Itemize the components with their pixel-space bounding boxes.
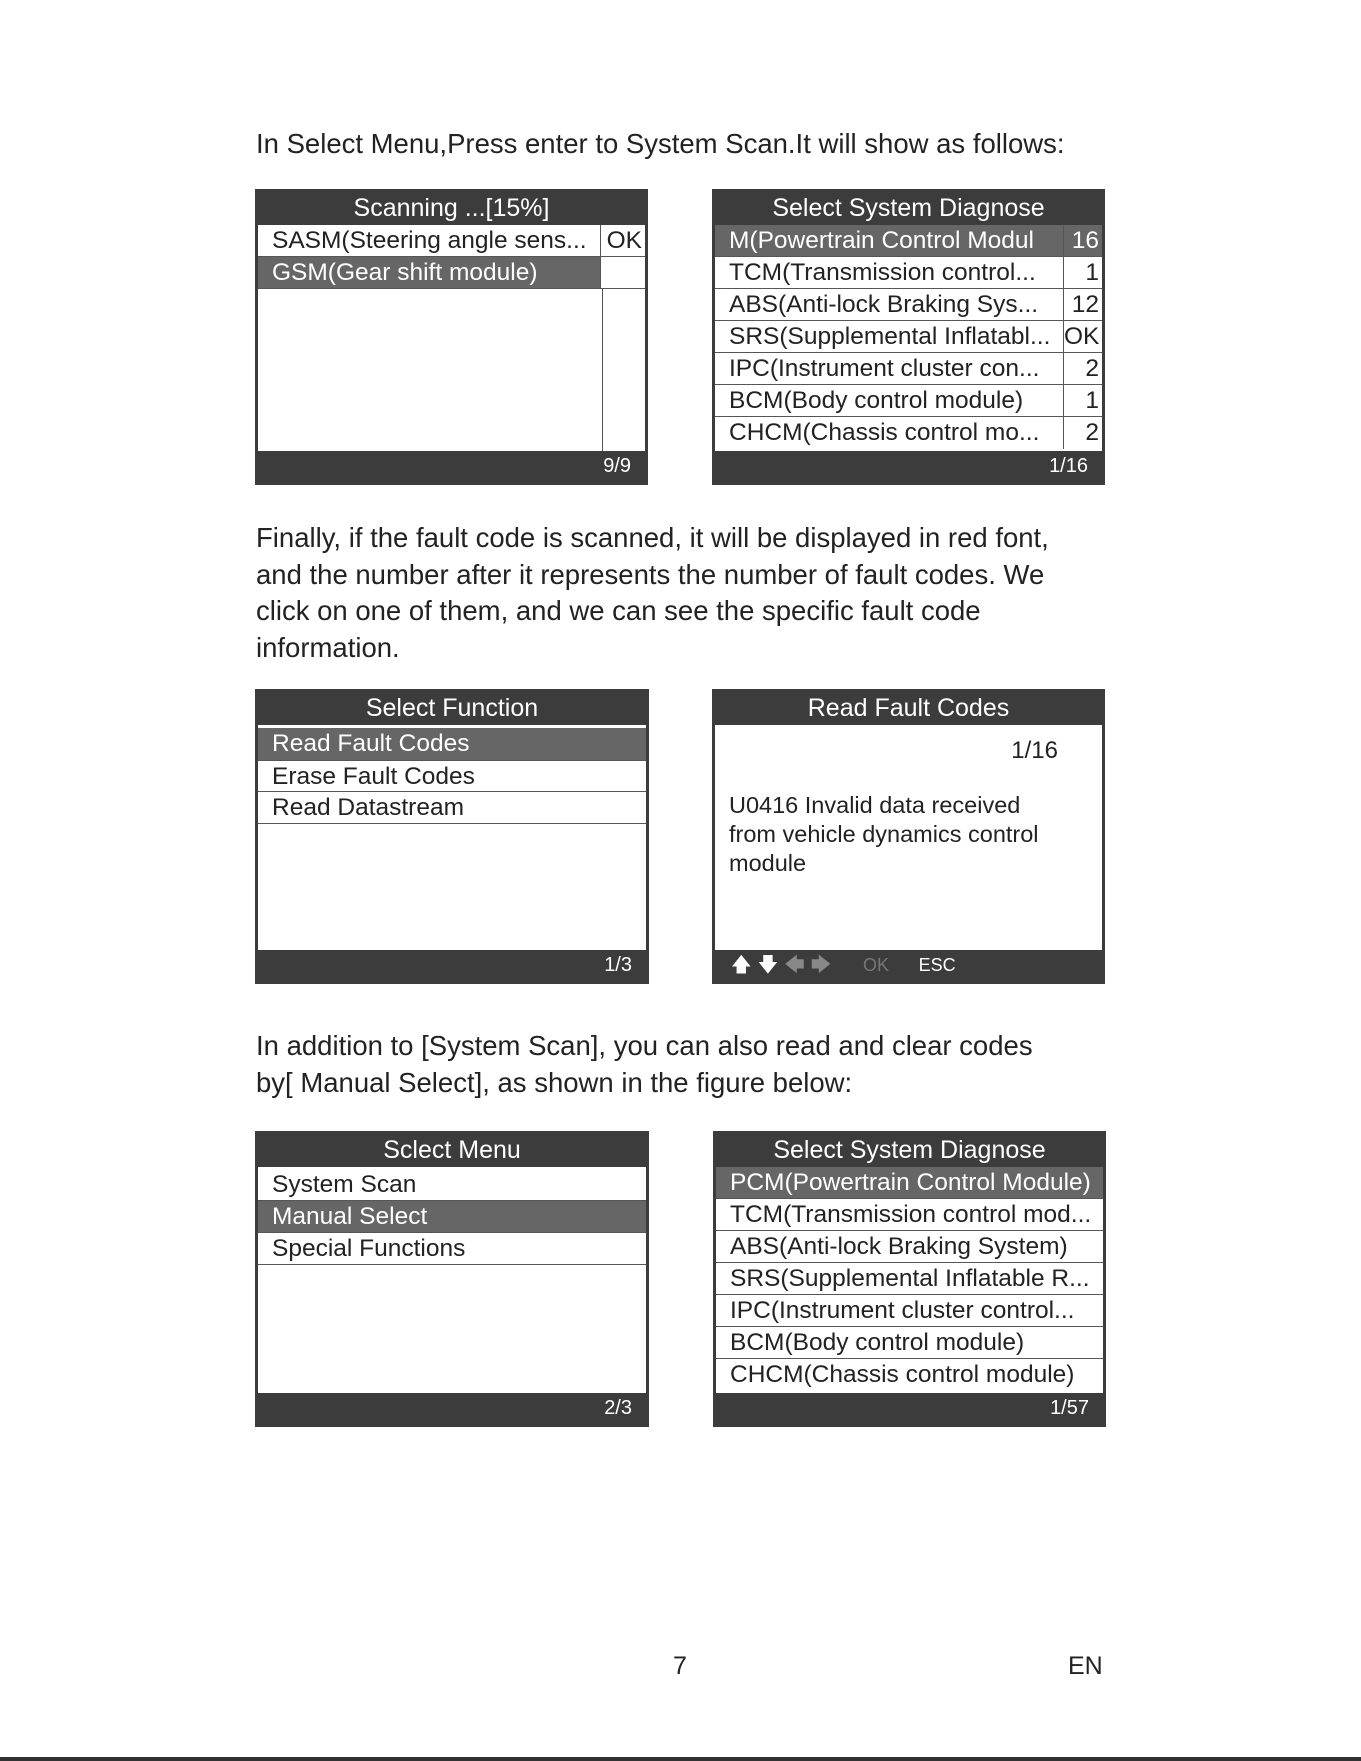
list-item[interactable] [258,225,645,257]
menu-item-label: Manual Select [272,1203,428,1230]
list-item-label: IPC(Instrument cluster con... [729,355,1040,382]
list-item-label: TCM(Transmission control... [729,259,1036,286]
manual-select-explanation [256,1028,1156,1101]
arrow-down-icon[interactable]: 🡇 [757,954,779,976]
fault-count: 1 [1063,385,1102,416]
page-indicator: 1/16 [1049,455,1088,477]
menu-item-system-scan[interactable] [258,1169,646,1201]
page-indicator: 2/3 [604,1397,632,1419]
fault-count: 12 [1063,289,1102,320]
fault-count: 2 [1063,417,1102,449]
list-item[interactable] [716,1231,1103,1263]
arrow-up-icon[interactable]: 🡅 [731,954,752,976]
diagnose-manual-screen [713,1131,1106,1427]
select-menu-screen [255,1131,649,1427]
status-value: OK [600,225,645,256]
list-item[interactable] [716,1327,1103,1359]
menu-item-label: Special Functions [272,1235,466,1262]
screen-footer [716,1393,1103,1424]
list-item[interactable] [715,257,1102,289]
list-item-label: BCM(Body control module) [730,1329,1025,1356]
nav-controls [731,950,962,981]
list-item-label: CHCM(Chassis control mo... [729,419,1040,446]
screen-title: Read Fault Codes [715,692,1102,725]
fault-count: 16 [1063,225,1102,256]
description-line: module [729,850,807,876]
list-item-label: ABS(Anti-lock Braking System) [730,1233,1068,1260]
page-bottom-rule [0,1757,1361,1761]
text-line: by[ Manual Select], as shown in the figure below: [256,1066,853,1098]
list-item[interactable] [716,1359,1103,1391]
screen-title: Select System Diagnose [715,192,1102,225]
menu-item-read-datastream[interactable] [258,792,646,824]
list-item-label: SASM(Steering angle sens... [272,227,587,254]
screen-title: Select Function [258,692,646,725]
menu-item-label: Read Datastream [272,794,465,821]
fault-count: 1 [1063,257,1102,288]
menu-item-label: Erase Fault Codes [272,763,475,790]
screen-footer [715,950,1102,981]
text-line: information. [256,631,400,663]
list-item-label: SRS(Supplemental Inflatabl... [729,323,1051,350]
page-indicator: 1/57 [1050,1397,1089,1419]
read-fault-codes-screen [712,689,1105,984]
list-item[interactable] [258,257,645,289]
esc-button[interactable]: ESC [918,955,956,975]
intro-text: In Select Menu,Press enter to System Scan.It will show as follows: [256,128,1065,159]
text-line: Finally, if the fault code is scanned, it will be displayed in red font, [256,522,1049,553]
list-item-label: BCM(Body control module) [729,387,1024,414]
language-label: EN [1068,1652,1103,1680]
menu-item-special-functions[interactable] [258,1233,646,1265]
list-item[interactable] [715,225,1102,257]
list-item[interactable] [715,289,1102,321]
page-number: 7 [673,1652,687,1680]
list-item-label: ABS(Anti-lock Braking Sys... [729,291,1039,318]
text-line: and the number after it represents the number of fault codes. We [256,558,1045,590]
list-item-label: IPC(Instrument cluster control... [730,1297,1075,1324]
list-item[interactable] [715,417,1102,449]
list-item-label: CHCM(Chassis control module) [730,1361,1075,1388]
fault-code-explanation [256,520,1156,666]
menu-item-manual-select[interactable] [258,1201,646,1233]
fault-count: 2 [1063,353,1102,384]
list-item[interactable] [716,1167,1103,1199]
list-item-label: GSM(Gear shift module) [272,259,538,286]
arrow-left-icon[interactable]: 🡄 [784,954,805,976]
list-item-label: M(Powertrain Control Modul [729,227,1034,254]
screen-title: Select System Diagnose [716,1134,1103,1167]
menu-item-label: Read Fault Codes [272,730,470,757]
list-item-label: TCM(Transmission control mod... [730,1201,1092,1228]
list-item[interactable] [715,385,1102,417]
list-item[interactable] [716,1295,1103,1327]
menu-item-label: System Scan [272,1171,417,1198]
list-item[interactable] [715,321,1102,353]
description-line: U0416 Invalid data received [729,792,1021,818]
menu-item-read-fault-codes[interactable] [258,728,646,760]
description-line: from vehicle dynamics control [729,821,1039,847]
arrow-right-icon[interactable]: 🡆 [810,954,832,976]
screen-title: Sclect Menu [258,1134,646,1167]
page-indicator: 9/9 [603,455,631,477]
page-indicator: 1/3 [604,954,632,976]
list-item-label: PCM(Powertrain Control Module) [730,1169,1091,1196]
status-value [600,257,645,288]
screen-footer [715,451,1102,482]
list-item[interactable] [716,1263,1103,1295]
code-counter: 1/16 [1011,737,1058,764]
text-line: In addition to [System Scan], you can also read and clear codes [256,1030,1033,1061]
scanning-screen [255,189,648,485]
list-item[interactable] [715,353,1102,385]
screen-footer [258,451,645,482]
text-line: click on one of them, and we can see the specific fault code [256,595,981,626]
select-function-screen [255,689,649,984]
screen-footer [258,1393,646,1424]
fault-code-description [729,791,1088,878]
list-item[interactable] [716,1199,1103,1231]
screen-footer [258,950,646,981]
fault-count: OK [1063,321,1102,352]
ok-button[interactable]: OK [863,955,890,975]
diagnose-results-screen [712,189,1105,485]
menu-item-erase-fault-codes[interactable] [258,760,646,792]
list-item-label: SRS(Supplemental Inflatable R... [730,1265,1090,1292]
screen-title: Scanning ...[15%] [258,192,645,225]
